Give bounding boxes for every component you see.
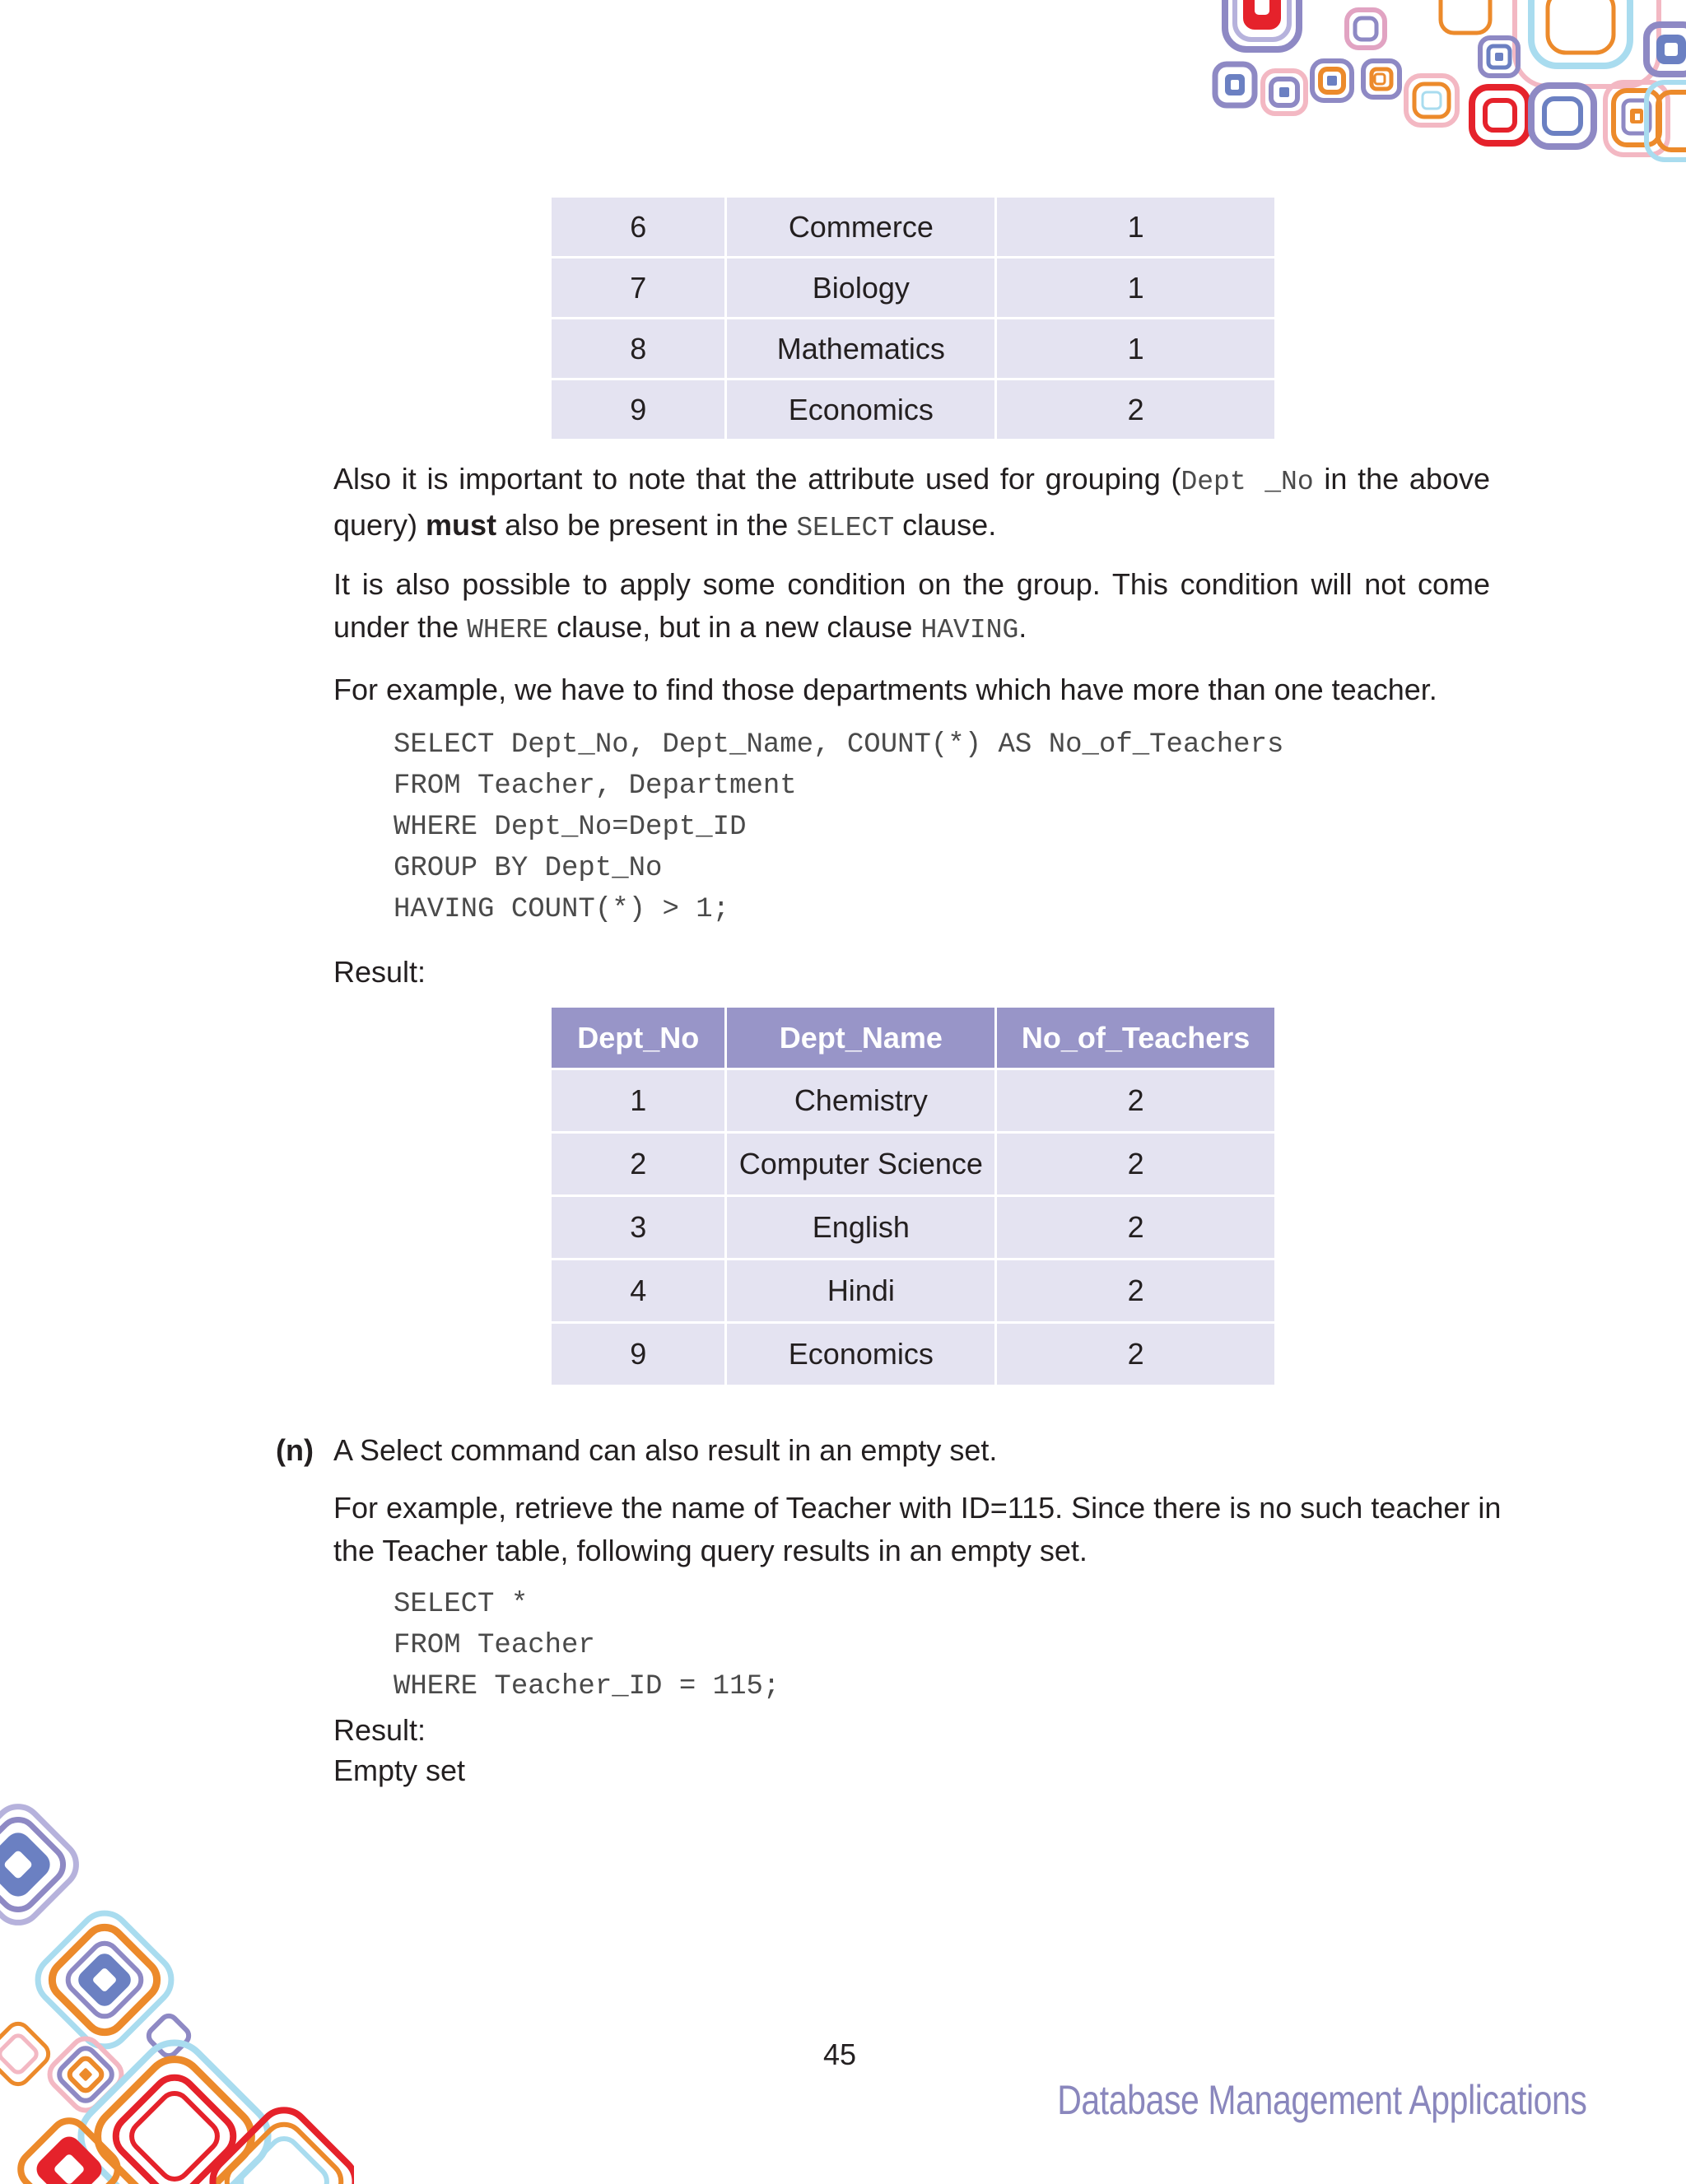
- cell-teacher-count: 2: [997, 1197, 1274, 1258]
- para1-text: in the above query): [333, 462, 1491, 542]
- cell-dept-name: Mathematics: [727, 319, 994, 378]
- table-row: [552, 1070, 1274, 1131]
- result-label: Result:: [333, 955, 426, 989]
- decorative-squares-bottom: [0, 1795, 354, 2184]
- cell-dept-no: 8: [552, 319, 724, 378]
- cell-dept-name: Commerce: [727, 198, 994, 256]
- result-value-empty-set: Empty set: [333, 1753, 466, 1787]
- inline-code-dept-no: Dept _No: [1181, 467, 1314, 497]
- cell-dept-no: 7: [552, 258, 724, 317]
- inline-code-select: SELECT: [796, 513, 895, 543]
- cell-dept-no: 1: [552, 1070, 724, 1131]
- cell-dept-no: 9: [552, 1324, 724, 1385]
- code-line: FROM Teacher, Department: [394, 771, 797, 802]
- code-line: GROUP BY Dept_No: [394, 853, 663, 884]
- result-table: [549, 1005, 1277, 1387]
- paragraph-example-intro: For example, we have to find those departments which have more than one teacher.: [333, 673, 1437, 706]
- table-row: [552, 258, 1274, 317]
- code-line: HAVING COUNT(*) > 1;: [394, 894, 730, 925]
- result-label: Result:: [333, 1713, 426, 1747]
- cell-teacher-count: 2: [997, 380, 1274, 439]
- code-line: SELECT Dept_No, Dept_Name, COUNT(*) AS No_of_Teachers: [394, 729, 1284, 761]
- department-count-table-continued: [549, 195, 1277, 441]
- cell-teacher-count: 1: [997, 258, 1274, 317]
- cell-dept-name: Economics: [727, 380, 994, 439]
- table-row: [552, 1134, 1274, 1194]
- table-row: [552, 198, 1274, 256]
- bold-must: must: [426, 508, 497, 542]
- cell-dept-name: Computer Science: [727, 1134, 994, 1194]
- cell-dept-no: 3: [552, 1197, 724, 1258]
- inline-code-where: WHERE: [467, 615, 549, 645]
- cell-teacher-count: 2: [997, 1260, 1274, 1321]
- header-dept-name: Dept_Name: [727, 1008, 994, 1068]
- code-line: WHERE Dept_No=Dept_ID: [394, 812, 747, 843]
- item-n-text: A Select command can also result in an empty set.: [333, 1433, 998, 1467]
- table-row: [552, 1324, 1274, 1385]
- page-number: 45: [823, 2037, 857, 2071]
- cell-dept-no: 9: [552, 380, 724, 439]
- para1-text: Also it is important to note that the attribute used for grouping (: [333, 462, 1181, 496]
- header-dept-no: Dept_No: [552, 1008, 724, 1068]
- table-row: [552, 1197, 1274, 1258]
- item-label-n: (n): [276, 1433, 314, 1467]
- cell-dept-name: English: [727, 1197, 994, 1258]
- para1-text: also be present in the: [496, 508, 797, 542]
- code-line: WHERE Teacher_ID = 115;: [394, 1671, 780, 1702]
- code-line: FROM Teacher: [394, 1630, 595, 1661]
- paragraph-having-clause: [333, 563, 1490, 652]
- table-row: [552, 1260, 1274, 1321]
- header-no-of-teachers: No_of_Teachers: [997, 1008, 1274, 1068]
- code-line: SELECT *: [394, 1589, 529, 1620]
- para2-text: .: [1018, 610, 1027, 644]
- decorative-squares-top: [1202, 0, 1686, 173]
- cell-dept-name: Biology: [727, 258, 994, 317]
- cell-dept-name: Chemistry: [727, 1070, 994, 1131]
- cell-teacher-count: 2: [997, 1134, 1274, 1194]
- cell-teacher-count: 1: [997, 198, 1274, 256]
- paragraph-empty-set-example: For example, retrieve the name of Teacher with ID=115. Since there is no such teacher in the Teacher table, following query results in an empty set.: [333, 1491, 1502, 1567]
- para1-text: clause.: [894, 508, 997, 542]
- cell-dept-name: Hindi: [727, 1260, 994, 1321]
- cell-dept-no: 4: [552, 1260, 724, 1321]
- footer-book-title: Database Management Applications: [1057, 2077, 1587, 2123]
- cell-teacher-count: 1: [997, 319, 1274, 378]
- cell-dept-no: 6: [552, 198, 724, 256]
- sql-code-block-empty: [394, 1584, 780, 1707]
- table-row: [552, 319, 1274, 378]
- para2-text: It is also possible to apply some condition on the group. This condition will not come under the: [333, 567, 1490, 644]
- cell-dept-no: 2: [552, 1134, 724, 1194]
- para2-text: clause, but in a new clause: [548, 610, 921, 644]
- table-header-row: [552, 1008, 1274, 1068]
- inline-code-having: HAVING: [920, 615, 1019, 645]
- sql-code-block-having: [394, 724, 1283, 930]
- table-row: [552, 380, 1274, 439]
- cell-teacher-count: 2: [997, 1324, 1274, 1385]
- paragraph-grouping-note: [333, 458, 1490, 550]
- cell-teacher-count: 2: [997, 1070, 1274, 1131]
- cell-dept-name: Economics: [727, 1324, 994, 1385]
